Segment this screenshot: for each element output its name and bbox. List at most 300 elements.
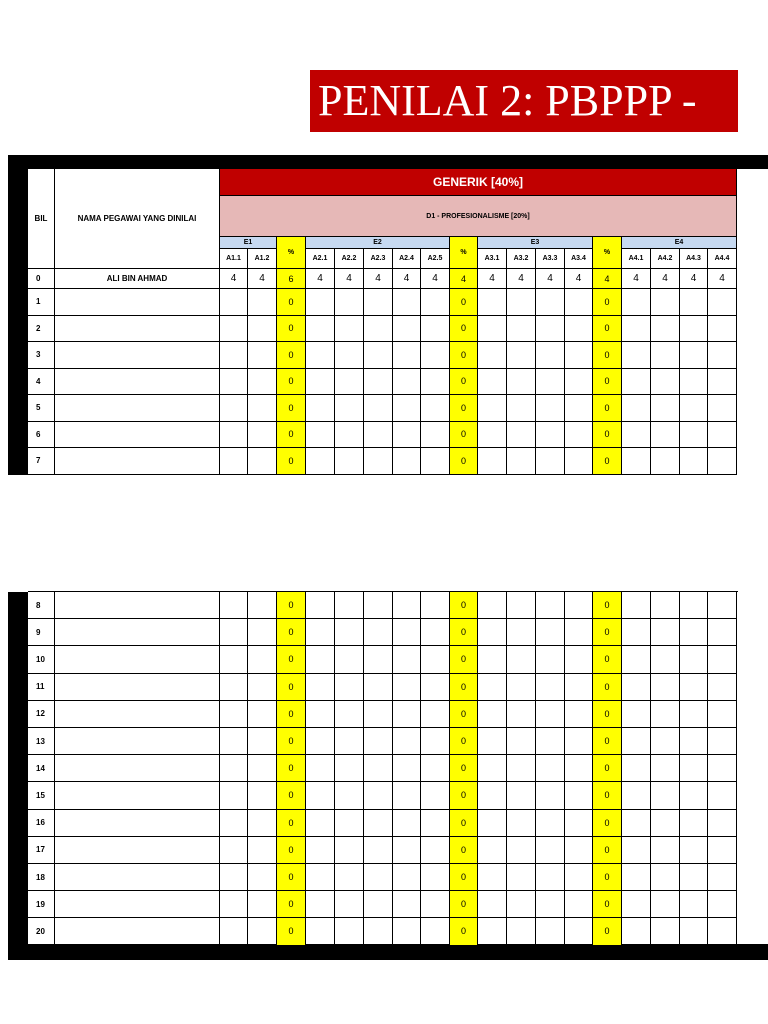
score-cell: [565, 395, 593, 422]
row-name: [55, 837, 220, 864]
score-cell: [507, 646, 536, 673]
score-cell: [507, 369, 536, 396]
score-cell: [478, 342, 507, 369]
score-cell: [536, 701, 565, 728]
score-cell: [536, 619, 565, 646]
score-cell: [478, 395, 507, 422]
score-cell: 4: [364, 269, 393, 289]
score-cell: [680, 918, 708, 945]
row-bil: 11: [28, 674, 55, 701]
group-header-e2: E2: [306, 237, 450, 249]
pct-header-3: %: [593, 237, 622, 269]
score-cell: [536, 864, 565, 891]
score-cell: [651, 369, 680, 396]
score-cell: [220, 342, 248, 369]
score-cell: [680, 782, 708, 809]
percent-cell: 0: [277, 448, 306, 475]
item-header-A4-2: A4.2: [651, 249, 680, 269]
score-cell: [507, 316, 536, 343]
score-cell: [680, 674, 708, 701]
percent-cell: 0: [593, 619, 622, 646]
score-cell: [306, 918, 335, 945]
score-cell: [680, 619, 708, 646]
score-cell: [507, 810, 536, 837]
percent-cell: 0: [277, 837, 306, 864]
percent-cell: 0: [277, 289, 306, 316]
score-cell: [306, 448, 335, 475]
score-cell: [565, 674, 593, 701]
score-cell: [622, 782, 651, 809]
score-cell: [220, 592, 248, 619]
score-cell: [393, 891, 421, 918]
row-name: ALI BIN AHMAD: [55, 269, 220, 289]
row-name: [55, 316, 220, 343]
score-cell: 4: [220, 269, 248, 289]
score-cell: [680, 891, 708, 918]
header-bil: BIL: [28, 169, 55, 269]
score-cell: [248, 619, 277, 646]
item-header-A2-2: A2.2: [335, 249, 364, 269]
score-cell: [421, 422, 450, 449]
score-cell: [393, 728, 421, 755]
score-cell: [651, 316, 680, 343]
header-generik: GENERIK [40%]: [220, 169, 737, 196]
score-cell: [220, 755, 248, 782]
row-bil: 1: [28, 289, 55, 316]
score-cell: 4: [248, 269, 277, 289]
score-cell: [536, 395, 565, 422]
percent-cell: 0: [450, 342, 478, 369]
score-cell: [536, 422, 565, 449]
score-cell: [708, 422, 737, 449]
score-cell: [335, 891, 364, 918]
score-cell: [421, 701, 450, 728]
score-cell: [708, 782, 737, 809]
score-cell: [306, 646, 335, 673]
score-cell: [536, 369, 565, 396]
item-header-A2-5: A2.5: [421, 249, 450, 269]
row-name: [55, 395, 220, 422]
score-cell: [335, 755, 364, 782]
score-cell: [622, 701, 651, 728]
score-cell: [306, 891, 335, 918]
score-cell: [335, 369, 364, 396]
percent-cell: 0: [450, 646, 478, 673]
row-bil: 12: [28, 701, 55, 728]
score-cell: [248, 837, 277, 864]
score-cell: [651, 864, 680, 891]
score-cell: [507, 592, 536, 619]
score-cell: [478, 701, 507, 728]
score-cell: [565, 755, 593, 782]
score-cell: [565, 810, 593, 837]
score-cell: [708, 674, 737, 701]
score-cell: [248, 646, 277, 673]
score-cell: [507, 289, 536, 316]
score-cell: [536, 342, 565, 369]
score-cell: [651, 619, 680, 646]
score-cell: [421, 782, 450, 809]
percent-cell: 0: [450, 918, 478, 945]
frame-bar-left-upper: [8, 155, 28, 475]
score-cell: [536, 289, 565, 316]
score-cell: [622, 918, 651, 945]
percent-cell: 0: [450, 289, 478, 316]
item-header-A1-2: A1.2: [248, 249, 277, 269]
score-cell: [306, 674, 335, 701]
score-cell: [536, 592, 565, 619]
header-d1: D1 - PROFESIONALISME [20%]: [220, 196, 737, 237]
score-cell: [220, 316, 248, 343]
score-cell: [708, 289, 737, 316]
score-cell: [248, 316, 277, 343]
score-cell: [680, 701, 708, 728]
row-bil: 16: [28, 810, 55, 837]
score-cell: [478, 316, 507, 343]
score-cell: [651, 728, 680, 755]
score-cell: [364, 810, 393, 837]
item-header-A3-1: A3.1: [478, 249, 507, 269]
row-name: [55, 646, 220, 673]
score-cell: [335, 592, 364, 619]
percent-cell: 0: [450, 592, 478, 619]
percent-cell: 0: [450, 864, 478, 891]
score-cell: [680, 864, 708, 891]
row-name: [55, 619, 220, 646]
score-cell: [393, 918, 421, 945]
score-cell: [393, 395, 421, 422]
score-cell: [680, 342, 708, 369]
row-bil: 9: [28, 619, 55, 646]
row-name: [55, 782, 220, 809]
percent-cell: 0: [450, 369, 478, 396]
score-cell: [708, 342, 737, 369]
score-cell: [565, 592, 593, 619]
score-cell: [680, 289, 708, 316]
percent-cell: 0: [593, 674, 622, 701]
percent-cell: 0: [593, 810, 622, 837]
row-bil: 19: [28, 891, 55, 918]
score-cell: [622, 422, 651, 449]
score-cell: [507, 782, 536, 809]
percent-cell: 0: [593, 918, 622, 945]
row-name: [55, 342, 220, 369]
item-header-A2-3: A2.3: [364, 249, 393, 269]
score-cell: [478, 918, 507, 945]
table-top-border: [28, 168, 738, 169]
score-cell: [478, 674, 507, 701]
percent-cell: 0: [277, 810, 306, 837]
percent-cell: 0: [593, 891, 622, 918]
score-cell: [364, 619, 393, 646]
score-cell: [335, 395, 364, 422]
score-cell: [306, 289, 335, 316]
percent-cell: 0: [593, 728, 622, 755]
score-cell: [421, 369, 450, 396]
score-cell: [478, 810, 507, 837]
score-cell: [651, 674, 680, 701]
score-cell: 4: [708, 269, 737, 289]
score-cell: [220, 891, 248, 918]
score-cell: [708, 810, 737, 837]
row-bil: 4: [28, 369, 55, 396]
score-cell: [335, 619, 364, 646]
row-name: [55, 422, 220, 449]
score-cell: [248, 674, 277, 701]
score-cell: [335, 918, 364, 945]
score-cell: [708, 891, 737, 918]
score-cell: [364, 728, 393, 755]
score-cell: [220, 422, 248, 449]
score-cell: [565, 316, 593, 343]
score-cell: [651, 646, 680, 673]
page-title: PENILAI 2: PBPPP -: [310, 70, 738, 132]
score-cell: [306, 342, 335, 369]
percent-cell: 0: [593, 448, 622, 475]
percent-cell: 0: [450, 422, 478, 449]
score-cell: [306, 619, 335, 646]
score-cell: [708, 864, 737, 891]
row-name: [55, 289, 220, 316]
score-cell: [536, 316, 565, 343]
score-cell: [248, 369, 277, 396]
score-cell: [507, 422, 536, 449]
group-header-e1: E1: [220, 237, 277, 249]
score-cell: 4: [680, 269, 708, 289]
score-cell: [306, 864, 335, 891]
score-cell: [248, 592, 277, 619]
percent-cell: 4: [593, 269, 622, 289]
score-cell: [220, 289, 248, 316]
score-cell: [306, 837, 335, 864]
score-cell: [478, 448, 507, 475]
score-cell: [651, 918, 680, 945]
score-cell: [507, 891, 536, 918]
score-cell: [680, 395, 708, 422]
score-cell: [393, 592, 421, 619]
score-cell: [507, 448, 536, 475]
score-cell: [393, 289, 421, 316]
score-cell: 4: [651, 269, 680, 289]
score-cell: [306, 728, 335, 755]
row-bil: 13: [28, 728, 55, 755]
score-cell: [393, 701, 421, 728]
row-bil: 20: [28, 918, 55, 945]
item-header-A1-1: A1.1: [220, 249, 248, 269]
score-cell: [364, 646, 393, 673]
score-cell: [651, 422, 680, 449]
percent-cell: 0: [593, 701, 622, 728]
score-cell: [507, 342, 536, 369]
score-cell: 4: [421, 269, 450, 289]
percent-cell: 6: [277, 269, 306, 289]
score-cell: [680, 810, 708, 837]
score-cell: [220, 837, 248, 864]
row-name: [55, 448, 220, 475]
score-cell: [421, 918, 450, 945]
row-bil: 18: [28, 864, 55, 891]
score-cell: [708, 316, 737, 343]
score-cell: [680, 592, 708, 619]
score-cell: [478, 864, 507, 891]
score-cell: [421, 891, 450, 918]
score-cell: [565, 782, 593, 809]
percent-cell: 0: [277, 782, 306, 809]
percent-cell: 0: [450, 755, 478, 782]
row-bil: 14: [28, 755, 55, 782]
score-cell: 4: [565, 269, 593, 289]
score-cell: [565, 701, 593, 728]
score-cell: [364, 864, 393, 891]
score-cell: [622, 448, 651, 475]
item-header-A3-3: A3.3: [536, 249, 565, 269]
item-header-A3-4: A3.4: [565, 249, 593, 269]
score-cell: [565, 369, 593, 396]
row-name: [55, 701, 220, 728]
score-cell: [393, 755, 421, 782]
score-cell: [708, 448, 737, 475]
score-cell: [478, 891, 507, 918]
score-cell: [393, 369, 421, 396]
score-cell: [680, 837, 708, 864]
score-cell: [478, 837, 507, 864]
score-cell: [651, 448, 680, 475]
percent-cell: 0: [277, 592, 306, 619]
score-cell: [306, 316, 335, 343]
score-cell: [507, 395, 536, 422]
score-cell: [421, 810, 450, 837]
score-cell: [622, 646, 651, 673]
percent-cell: 0: [277, 755, 306, 782]
score-cell: [478, 646, 507, 673]
score-cell: [507, 728, 536, 755]
score-cell: 4: [507, 269, 536, 289]
row-bil: 3: [28, 342, 55, 369]
score-cell: [306, 810, 335, 837]
score-cell: [364, 592, 393, 619]
row-bil: 0: [28, 269, 55, 289]
score-cell: [478, 782, 507, 809]
score-cell: [478, 728, 507, 755]
percent-cell: 0: [450, 619, 478, 646]
score-cell: [708, 755, 737, 782]
score-cell: [220, 864, 248, 891]
table-lower-top-border: [28, 591, 738, 592]
percent-cell: 0: [593, 316, 622, 343]
score-cell: [708, 701, 737, 728]
score-cell: [622, 810, 651, 837]
score-cell: [622, 316, 651, 343]
score-cell: [335, 728, 364, 755]
score-cell: [421, 342, 450, 369]
score-cell: [622, 674, 651, 701]
item-header-A4-1: A4.1: [622, 249, 651, 269]
score-cell: [306, 701, 335, 728]
item-header-A4-4: A4.4: [708, 249, 737, 269]
score-cell: [421, 674, 450, 701]
percent-cell: 0: [277, 701, 306, 728]
score-cell: [220, 918, 248, 945]
percent-cell: 0: [277, 891, 306, 918]
score-cell: [565, 918, 593, 945]
score-cell: [364, 448, 393, 475]
score-cell: [364, 342, 393, 369]
score-cell: [248, 342, 277, 369]
score-cell: [220, 701, 248, 728]
score-cell: [708, 369, 737, 396]
score-cell: [220, 810, 248, 837]
score-cell: [248, 701, 277, 728]
percent-cell: 0: [277, 728, 306, 755]
score-cell: [421, 755, 450, 782]
score-cell: [421, 619, 450, 646]
score-cell: [622, 864, 651, 891]
percent-cell: 0: [277, 646, 306, 673]
score-cell: [335, 448, 364, 475]
pct-header-2: %: [450, 237, 478, 269]
percent-cell: 0: [593, 782, 622, 809]
score-cell: [708, 728, 737, 755]
score-cell: [507, 918, 536, 945]
score-cell: [478, 755, 507, 782]
row-bil: 5: [28, 395, 55, 422]
row-bil: 15: [28, 782, 55, 809]
score-cell: 4: [306, 269, 335, 289]
percent-cell: 0: [277, 674, 306, 701]
score-cell: [248, 810, 277, 837]
score-cell: [364, 316, 393, 343]
percent-cell: 0: [593, 837, 622, 864]
score-cell: [651, 395, 680, 422]
score-cell: [248, 864, 277, 891]
score-cell: 4: [393, 269, 421, 289]
row-name: [55, 864, 220, 891]
score-cell: [393, 810, 421, 837]
score-cell: [335, 646, 364, 673]
score-cell: [248, 395, 277, 422]
score-cell: [364, 289, 393, 316]
score-cell: [565, 289, 593, 316]
score-cell: [536, 755, 565, 782]
score-cell: [364, 701, 393, 728]
score-cell: [393, 342, 421, 369]
percent-cell: 0: [593, 342, 622, 369]
percent-cell: 0: [450, 701, 478, 728]
frame-bar-top: [8, 155, 768, 169]
score-cell: [306, 395, 335, 422]
score-cell: [680, 728, 708, 755]
percent-cell: 0: [277, 369, 306, 396]
score-cell: [651, 342, 680, 369]
score-cell: [708, 918, 737, 945]
score-cell: [680, 369, 708, 396]
header-nama: NAMA PEGAWAI YANG DINILAI: [55, 169, 220, 269]
score-cell: [708, 592, 737, 619]
row-bil: 7: [28, 448, 55, 475]
score-cell: [708, 395, 737, 422]
percent-cell: 0: [450, 782, 478, 809]
percent-cell: 0: [593, 646, 622, 673]
score-cell: [507, 864, 536, 891]
score-cell: [651, 755, 680, 782]
percent-cell: 0: [277, 864, 306, 891]
score-cell: [364, 891, 393, 918]
score-cell: [335, 810, 364, 837]
score-cell: [565, 619, 593, 646]
score-cell: [536, 891, 565, 918]
score-cell: [393, 422, 421, 449]
percent-cell: 0: [450, 395, 478, 422]
